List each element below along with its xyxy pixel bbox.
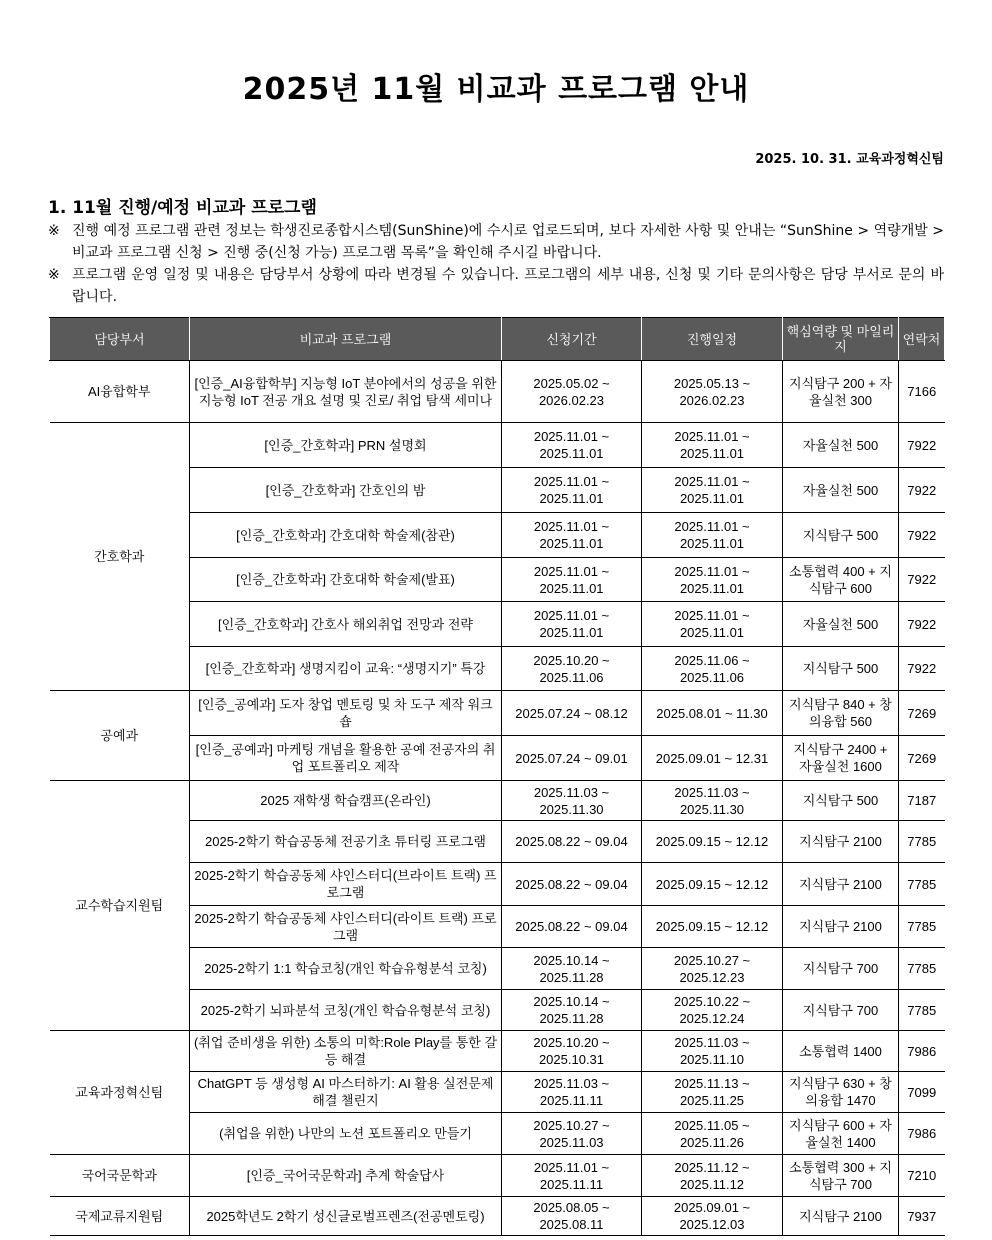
apply-cell: 2025.11.01 ~ 2025.11.01 — [502, 423, 642, 468]
apply-cell: 2025.07.24 ~ 09.01 — [502, 736, 642, 781]
mileage-cell: 지식탐구 600 + 자율실천 1400 — [783, 1113, 899, 1155]
schedule-cell: 2025.09.01 ~ 12.31 — [642, 736, 783, 781]
mileage-cell: 지식탐구 200 + 자율실천 300 — [783, 361, 899, 423]
contact-cell: 7986 — [899, 1113, 945, 1155]
dept-cell: 국제교류지원팀 — [50, 1197, 190, 1236]
schedule-cell: 2025.11.03 ~ 2025.11.10 — [642, 1031, 783, 1072]
apply-cell: 2025.10.20 ~ 2025.11.06 — [502, 647, 642, 691]
mileage-cell: 소통협력 1400 — [783, 1031, 899, 1072]
reference-mark-icon: ※ — [48, 223, 60, 239]
contact-cell: 7269 — [899, 736, 945, 781]
apply-cell: 2025.11.03 ~ 2025.11.11 — [502, 1072, 642, 1113]
schedule-cell: 2025.09.15 ~ 12.12 — [642, 863, 783, 906]
schedule-cell: 2025.11.05 ~ 2025.11.26 — [642, 1113, 783, 1155]
schedule-cell: 2025.11.01 ~ 2025.11.01 — [642, 513, 783, 558]
date-line: 2025. 10. 31. 교육과정혁신팀 — [755, 152, 944, 167]
mileage-cell: 지식탐구 500 — [783, 647, 899, 691]
apply-cell: 2025.11.01 ~ 2025.11.01 — [502, 468, 642, 513]
schedule-cell: 2025.10.27 ~ 2025.12.23 — [642, 948, 783, 990]
table-row — [50, 423, 945, 468]
apply-cell: 2025.11.01 ~ 2025.11.11 — [502, 1155, 642, 1197]
program-cell: 2025-2학기 학습공동체 샤인스터디(브라이트 트랙) 프로그램 — [190, 863, 502, 906]
note-text: 프로그램 운영 일정 및 내용은 담당부서 상황에 따라 변경될 수 있습니다. 프로그램의 세부 내용, 신청 및 기타 문의사항은 담당 부서로 문의 바랍니다. — [72, 267, 944, 305]
mileage-cell: 지식탐구 700 — [783, 990, 899, 1031]
dept-cell: 공예과 — [50, 691, 190, 781]
dept-cell: 국어국문학과 — [50, 1155, 190, 1197]
apply-cell: 2025.11.01 ~ 2025.11.01 — [502, 602, 642, 647]
apply-cell: 2025.08.22 ~ 09.04 — [502, 906, 642, 948]
contact-cell: 7785 — [899, 906, 945, 948]
schedule-cell: 2025.10.22 ~ 2025.12.24 — [642, 990, 783, 1031]
program-cell: [인증_공예과] 도자 창업 멘토링 및 차 도구 제작 워크숍 — [190, 691, 502, 736]
header-schedule: 진행일정 — [642, 318, 783, 361]
program-cell: [인증_국어국문학과] 추계 학술답사 — [190, 1155, 502, 1197]
header-apply: 신청기간 — [502, 318, 642, 361]
program-cell: [인증_간호학과] PRN 설명회 — [190, 423, 502, 468]
program-cell: [인증_간호학과] 간호대학 학술제(발표) — [190, 558, 502, 602]
apply-cell: 2025.11.03 ~ 2025.11.30 — [502, 781, 642, 821]
contact-cell: 7269 — [899, 691, 945, 736]
mileage-cell: 자율실천 500 — [783, 468, 899, 513]
table-row — [50, 1031, 945, 1072]
schedule-cell: 2025.09.15 ~ 12.12 — [642, 821, 783, 863]
schedule-cell: 2025.11.03 ~ 2025.11.30 — [642, 781, 783, 821]
note-text: 진행 예정 프로그램 관련 정보는 학생진로종합시스템(SunShine)에 수시로 업로드되며, 보다 자세한 사항 및 안내는 “SunShine > 역량개발 > 비교과 프로그램 신청 > 진행 중(신청 가능) 프로그램 목록”을 확인해 주시길 바랍니다. — [72, 223, 944, 261]
program-cell: 2025-2학기 학습공동체 샤인스터디(라이트 트랙) 프로그램 — [190, 906, 502, 948]
mileage-cell: 지식탐구 2100 — [783, 1197, 899, 1236]
mileage-cell: 지식탐구 630 + 창의융합 1470 — [783, 1072, 899, 1113]
apply-cell: 2025.10.27 ~ 2025.11.03 — [502, 1113, 642, 1155]
schedule-cell: 2025.11.06 ~ 2025.11.06 — [642, 647, 783, 691]
schedule-cell: 2025.05.13 ~ 2026.02.23 — [642, 361, 783, 423]
schedule-cell: 2025.09.01 ~ 2025.12.03 — [642, 1197, 783, 1236]
contact-cell: 7785 — [899, 863, 945, 906]
mileage-cell: 자율실천 500 — [783, 423, 899, 468]
reference-mark-icon: ※ — [48, 267, 60, 283]
program-cell: [인증_AI융합학부] 지능형 IoT 분야에서의 성공을 위한 지능형 IoT 전공 개요 설명 및 진로/ 취업 탐색 세미나 — [190, 361, 502, 423]
mileage-cell: 자율실천 500 — [783, 602, 899, 647]
program-cell: 2025-2학기 학습공동체 전공기초 튜터링 프로그램 — [190, 821, 502, 863]
contact-cell: 7099 — [899, 1072, 945, 1113]
schedule-cell: 2025.11.01 ~ 2025.11.01 — [642, 423, 783, 468]
contact-cell: 7785 — [899, 948, 945, 990]
contact-cell: 7166 — [899, 361, 945, 423]
contact-cell: 7922 — [899, 647, 945, 691]
program-cell: [인증_간호학과] 생명지킴이 교육: “생명지기” 특강 — [190, 647, 502, 691]
mileage-cell: 소통협력 400 + 지식탐구 600 — [783, 558, 899, 602]
mileage-cell: 소통협력 300 + 지식탐구 700 — [783, 1155, 899, 1197]
program-cell: 2025-2학기 1:1 학습코칭(개인 학습유형분석 코칭) — [190, 948, 502, 990]
dept-cell: 교수학습지원팀 — [50, 781, 190, 1031]
program-cell: [인증_간호학과] 간호사 해외취업 전망과 전략 — [190, 602, 502, 647]
program-cell: [인증_공예과] 마케팅 개념을 활용한 공예 전공자의 취업 포트폴리오 제작 — [190, 736, 502, 781]
table-row — [50, 1155, 945, 1197]
program-cell: (취업을 위한) 나만의 노션 포트폴리오 만들기 — [190, 1113, 502, 1155]
dept-cell: AI융합학부 — [50, 361, 190, 423]
contact-cell: 7922 — [899, 423, 945, 468]
schedule-cell: 2025.11.13 ~ 2025.11.25 — [642, 1072, 783, 1113]
apply-cell: 2025.10.20 ~ 2025.10.31 — [502, 1031, 642, 1072]
note — [48, 220, 944, 264]
program-cell: ChatGPT 등 생성형 AI 마스터하기: AI 활용 실전문제 해결 챌린지 — [190, 1072, 502, 1113]
table-row — [50, 691, 945, 736]
contact-cell: 7210 — [899, 1155, 945, 1197]
table-row — [50, 1197, 945, 1236]
apply-cell: 2025.10.14 ~ 2025.11.28 — [502, 990, 642, 1031]
section-title: 1. 11월 진행/예정 비교과 프로그램 — [48, 198, 317, 218]
program-cell: 2025 재학생 학습캠프(온라인) — [190, 781, 502, 821]
dept-cell: 간호학과 — [50, 423, 190, 691]
mileage-cell: 지식탐구 840 + 창의융합 560 — [783, 691, 899, 736]
header-program: 비교과 프로그램 — [190, 318, 502, 361]
schedule-cell: 2025.11.01 ~ 2025.11.01 — [642, 602, 783, 647]
program-cell: (취업 준비생을 위한) 소통의 미학:Role Play를 통한 갈등 해결 — [190, 1031, 502, 1072]
note — [48, 264, 944, 308]
contact-cell: 7785 — [899, 990, 945, 1031]
schedule-cell: 2025.11.12 ~ 2025.11.12 — [642, 1155, 783, 1197]
apply-cell: 2025.11.01 ~ 2025.11.01 — [502, 513, 642, 558]
contact-cell: 7937 — [899, 1197, 945, 1236]
mileage-cell: 지식탐구 500 — [783, 781, 899, 821]
apply-cell: 2025.08.22 ~ 09.04 — [502, 863, 642, 906]
header-dept: 담당부서 — [50, 318, 190, 361]
program-cell: 2025-2학기 뇌파분석 코칭(개인 학습유형분석 코칭) — [190, 990, 502, 1031]
contact-cell: 7922 — [899, 602, 945, 647]
mileage-cell: 지식탐구 2400 + 자율실천 1600 — [783, 736, 899, 781]
contact-cell: 7187 — [899, 781, 945, 821]
mileage-cell: 지식탐구 500 — [783, 513, 899, 558]
schedule-cell: 2025.09.15 ~ 12.12 — [642, 906, 783, 948]
contact-cell: 7922 — [899, 558, 945, 602]
apply-cell: 2025.10.14 ~ 2025.11.28 — [502, 948, 642, 990]
mileage-cell: 지식탐구 2100 — [783, 906, 899, 948]
schedule-cell: 2025.08.01 ~ 11.30 — [642, 691, 783, 736]
contact-cell: 7986 — [899, 1031, 945, 1072]
mileage-cell: 지식탐구 2100 — [783, 821, 899, 863]
contact-cell: 7922 — [899, 468, 945, 513]
notes — [48, 220, 944, 308]
page-title: 2025년 11월 비교과 프로그램 안내 — [242, 72, 750, 107]
table-row — [50, 781, 945, 821]
program-cell: 2025학년도 2학기 성신글로벌프렌즈(전공멘토링) — [190, 1197, 502, 1236]
apply-cell: 2025.11.01 ~ 2025.11.01 — [502, 558, 642, 602]
schedule-cell: 2025.11.01 ~ 2025.11.01 — [642, 558, 783, 602]
mileage-cell: 지식탐구 2100 — [783, 863, 899, 906]
dept-cell: 교육과정혁신팀 — [50, 1031, 190, 1155]
program-cell: [인증_간호학과] 간호인의 밤 — [190, 468, 502, 513]
program-cell: [인증_간호학과] 간호대학 학술제(참관) — [190, 513, 502, 558]
schedule-cell: 2025.11.01 ~ 2025.11.01 — [642, 468, 783, 513]
program-table — [49, 317, 945, 1236]
table-row — [50, 361, 945, 423]
apply-cell: 2025.08.22 ~ 09.04 — [502, 821, 642, 863]
mileage-cell: 지식탐구 700 — [783, 948, 899, 990]
apply-cell: 2025.05.02 ~ 2026.02.23 — [502, 361, 642, 423]
contact-cell: 7922 — [899, 513, 945, 558]
apply-cell: 2025.07.24 ~ 08.12 — [502, 691, 642, 736]
contact-cell: 7785 — [899, 821, 945, 863]
header-mileage: 핵심역량 및 마일리지 — [783, 318, 899, 361]
apply-cell: 2025.08.05 ~ 2025.08.11 — [502, 1197, 642, 1236]
header-contact: 연락처 — [899, 318, 945, 361]
table-header-row — [50, 318, 945, 361]
